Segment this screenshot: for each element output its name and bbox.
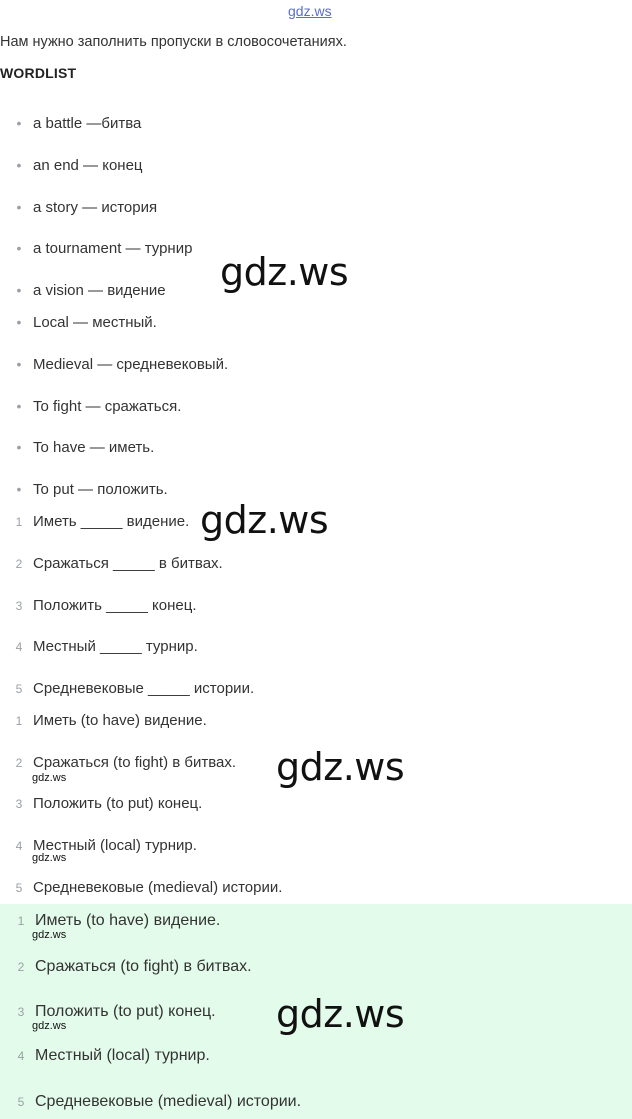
- exercise-item: [0, 638, 632, 660]
- wordlist-title: WORDLIST: [0, 65, 77, 81]
- item-number: 3: [15, 797, 23, 811]
- answer-item-text: Положить (to put) конец.: [33, 795, 203, 812]
- item-number: 1: [15, 515, 23, 529]
- wordlist-item: [0, 199, 632, 221]
- bullet-icon: •: [16, 282, 22, 298]
- bullet-icon: •: [16, 199, 22, 215]
- bullet-icon: •: [16, 398, 22, 414]
- final-answer-item: [0, 1093, 632, 1115]
- item-number: 5: [15, 682, 23, 696]
- final-answer-text: Средневековые (medieval) истории.: [35, 1093, 302, 1110]
- answer-item-text: Средневековые (medieval) истории.: [33, 879, 283, 896]
- watermark-small: gdz.ws: [32, 852, 67, 864]
- item-number: 2: [15, 756, 23, 770]
- final-answer-item: [0, 912, 632, 934]
- item-number: 4: [17, 1049, 25, 1063]
- watermark-small: gdz.ws: [32, 772, 67, 784]
- final-answer-text: Положить (to put) конец.: [35, 1003, 216, 1020]
- wordlist-item-text: a battle —битва: [33, 115, 142, 132]
- exercise-item-text: Иметь _____ видение.: [33, 513, 190, 530]
- wordlist-item-text: Medieval — средневековый.: [33, 356, 229, 373]
- bullet-icon: •: [16, 439, 22, 455]
- exercise-item-text: Сражаться _____ в битвах.: [33, 555, 223, 572]
- wordlist-item: [0, 115, 632, 137]
- wordlist-item-text: To have — иметь.: [33, 439, 155, 456]
- exercise-item-text: Средневековые _____ истории.: [33, 680, 255, 697]
- final-answer-text: Иметь (to have) видение.: [35, 912, 221, 929]
- answer-item: [0, 712, 632, 734]
- item-number: 3: [17, 1005, 25, 1019]
- bullet-icon: •: [16, 314, 22, 330]
- item-number: 1: [15, 714, 23, 728]
- item-number: 4: [15, 839, 23, 853]
- item-number: 3: [15, 599, 23, 613]
- watermark: gdz.ws: [276, 745, 405, 789]
- watermark: gdz.ws: [276, 992, 405, 1036]
- item-number: 2: [17, 960, 25, 974]
- exercise-item: [0, 680, 632, 702]
- bullet-icon: •: [16, 157, 22, 173]
- answer-item-text: Иметь (to have) видение.: [33, 712, 207, 729]
- watermark: gdz.ws: [220, 250, 349, 294]
- wordlist-item-text: Local — местный.: [33, 314, 157, 331]
- answer-item: [0, 879, 632, 901]
- final-answer-text: Сражаться (to fight) в битвах.: [35, 958, 252, 975]
- item-number: 1: [17, 914, 25, 928]
- exercise-item-text: Положить _____ конец.: [33, 597, 197, 614]
- final-answer-item: [0, 958, 632, 980]
- watermark-small: gdz.ws: [32, 929, 67, 941]
- wordlist-item-text: an end — конец: [33, 157, 143, 174]
- exercise-item-text: Местный _____ турнир.: [33, 638, 198, 655]
- bullet-icon: •: [16, 240, 22, 256]
- wordlist-item: [0, 398, 632, 420]
- answer-item: [0, 795, 632, 817]
- watermark-small: gdz.ws: [32, 1020, 67, 1032]
- bullet-icon: •: [16, 115, 22, 131]
- answer-item: [0, 837, 632, 859]
- wordlist-item-text: a story — история: [33, 199, 158, 216]
- wordlist-item-text: a vision — видение: [33, 282, 166, 299]
- wordlist-item: [0, 157, 632, 179]
- item-number: 5: [17, 1095, 25, 1109]
- item-number: 4: [15, 640, 23, 654]
- wordlist-item: [0, 439, 632, 461]
- intro-text: Нам нужно заполнить пропуски в словосочетаниях.: [0, 34, 347, 50]
- item-number: 2: [15, 557, 23, 571]
- wordlist-item: [0, 356, 632, 378]
- final-answer-text: Местный (local) турнир.: [35, 1047, 210, 1064]
- header-link[interactable]: gdz.ws: [288, 3, 332, 19]
- watermark: gdz.ws: [200, 498, 329, 542]
- final-answer-item: [0, 1047, 632, 1069]
- wordlist-item-text: To fight — сражаться.: [33, 398, 182, 415]
- answer-item-text: Сражаться (to fight) в битвах.: [33, 754, 237, 771]
- wordlist-item-text: a tournament — турнир: [33, 240, 193, 257]
- exercise-item: [0, 597, 632, 619]
- bullet-icon: •: [16, 356, 22, 372]
- wordlist-item-text: To put — положить.: [33, 481, 168, 498]
- answer-item-text: Местный (local) турнир.: [33, 837, 197, 854]
- item-number: 5: [15, 881, 23, 895]
- wordlist-item: [0, 314, 632, 336]
- exercise-item: [0, 555, 632, 577]
- bullet-icon: •: [16, 481, 22, 497]
